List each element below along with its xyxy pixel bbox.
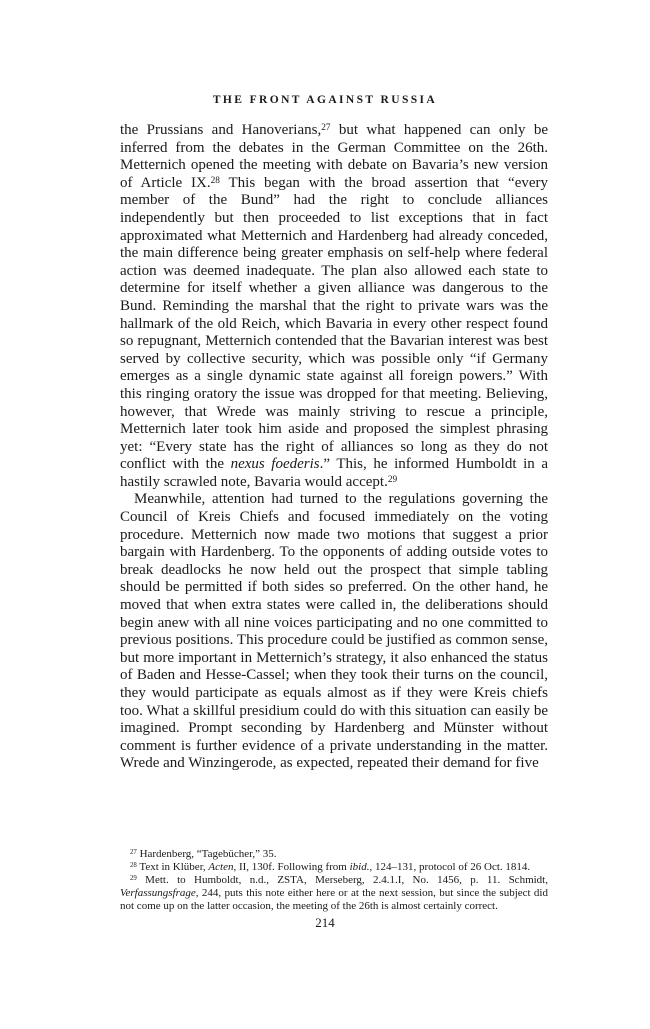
text-run: but what happened can only be inferred from the debates in the German Committee on the 26th. Metternich opened the meeting with debate on Bavaria’s new version of Article IX.	[120, 122, 548, 191]
text-run: .” This, he informed Humboldt in a hastily scrawled note, Bavaria would accept.	[120, 456, 548, 490]
footnote	[120, 848, 548, 861]
text-run: , 244, puts this note either here or at the next session, but since the subject did not come up on the latter occasion, the meeting of the 26th is almost certainly correct.	[120, 887, 548, 912]
italic-text: nexus foederis	[230, 456, 320, 473]
italic-text: Acten	[208, 861, 234, 873]
text-run: Hardenberg, “Tagebücher,” 35.	[136, 848, 277, 860]
paragraph	[120, 491, 548, 773]
footnote	[120, 874, 548, 913]
footnotes	[120, 848, 548, 913]
note-ref: 27	[321, 122, 331, 133]
text-run: , II, 130f. Following from	[233, 861, 350, 873]
text-run: Text in Klüber,	[136, 861, 209, 873]
text-run: the Prussians and Hanoverians,	[120, 122, 322, 138]
note-ref: 28	[130, 861, 137, 869]
running-head: THE FRONT AGAINST RUSSIA	[212, 94, 438, 106]
text-run: , 124–131, protocol of 26 Oct. 1814.	[369, 861, 531, 873]
text-run: Mett. to Humboldt, n.d., ZSTA, Merseberg, 2.4.1.I, No. 1456, p. 11. Schmidt,	[136, 874, 548, 886]
note-ref: 29	[387, 474, 398, 485]
page-number: 214	[315, 915, 335, 930]
text-run: This began with the broad assertion that “every member of the Bund” had the right to conclude alliances independently but then proceeded to list exceptions that in fact approximated what Metternich and Hardenberg had already conceded, the main difference being greater emphasis on self-help where federal action was deemed inadequate. The plan also allowed each state to determine for itself whether a given alliance was dangerous to the Bund. Reminding the marshal that the right to private wars was the hallmark of the old Reich, which Bavaria in every other respect found so repugnant, Metternich contended that the Bavarian interest was best served by collective security, which was possible only “if Germany emerges as a single dynamic state against all foreign powers.” With this ringing oratory the issue was dropped for that meeting. Believing, however, that Wrede was mainly striving to rescue a principle, Metternich later took him aside and proposed the simplest phrasing yet: “Every state has the right of alliances so long as they do not conflict with the	[120, 174, 548, 473]
note-ref: 27	[130, 848, 137, 856]
body-text	[120, 122, 548, 773]
note-ref: 28	[210, 175, 220, 186]
paragraph	[120, 122, 548, 491]
footnote	[120, 861, 548, 874]
note-ref: 29	[130, 874, 137, 882]
text-run: Meanwhile, attention had turned to the regulations governing the Council of Kreis Chiefs and focused immediately on the voting procedure. Metternich now made two motions that suggest a prior bargain with Hardenberg. To the opponents of adding outside votes to break deadlocks he now held out the prospect that simple tabling should be permitted if both sides so preferred. On the other hand, he moved that when extra states were called in, the deliberations should begin anew with all nine voices participating and no one committed to previous positions. This procedure could be justified as common sense, but more important in Metternich’s strategy, it also enhanced the status of Baden and Hesse-Cassel; when they took their turns on the council, they would participate as equals almost as if they were Kreis chiefs too. What a skillful presidium could do with this situation can easily be imagined. Prompt seconding by Hardenberg and Münster without comment is further evidence of a private understanding in the matter. Wrede and Winzingerode, as expected, repeated their demand for five	[120, 491, 548, 772]
italic-text: Verfassungsfrage	[120, 887, 196, 899]
italic-text: ibid.	[349, 861, 370, 873]
